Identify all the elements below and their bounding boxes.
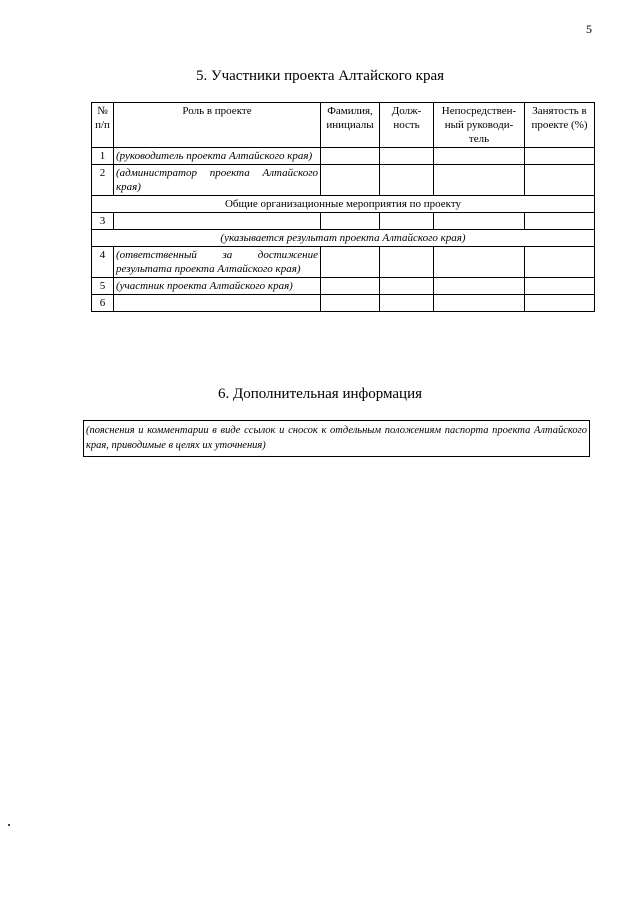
cell-employment	[525, 165, 595, 196]
table-header-row	[92, 103, 595, 148]
table-row	[92, 213, 595, 230]
cell-name	[321, 295, 380, 312]
table-row	[92, 148, 595, 165]
row-role	[114, 213, 321, 230]
table-row	[92, 295, 595, 312]
scan-mark	[8, 824, 10, 826]
row-role: (руководитель проекта Алтайского края)	[114, 148, 321, 165]
cell-name	[321, 165, 380, 196]
row-num: 4	[92, 247, 114, 278]
cell-employment	[525, 247, 595, 278]
cell-name	[321, 247, 380, 278]
row-num: 6	[92, 295, 114, 312]
cell-employment	[525, 295, 595, 312]
cell-name	[321, 278, 380, 295]
row-role: (участник проекта Алтайского края)	[114, 278, 321, 295]
header-name: Фамилия, инициалы	[321, 103, 380, 148]
cell-position	[380, 247, 434, 278]
cell-position	[380, 278, 434, 295]
header-employment: Занятость в проекте (%)	[525, 103, 595, 148]
row-num: 2	[92, 165, 114, 196]
header-num: № п/п	[92, 103, 114, 148]
page-number: 5	[586, 22, 592, 36]
header-position: Долж-ность	[380, 103, 434, 148]
row-role: (ответственный за достижение результата проекта Алтайского края)	[114, 247, 321, 278]
section-6-title: 6. Дополнительная информация	[217, 386, 423, 402]
header-manager: Непосредствен-ный руководи-тель	[434, 103, 525, 148]
table-row	[92, 247, 595, 278]
cell-employment	[525, 278, 595, 295]
header-role: Роль в проекте	[114, 103, 321, 148]
cell-employment	[525, 213, 595, 230]
cell-manager	[434, 213, 525, 230]
table-row	[92, 278, 595, 295]
cell-manager	[434, 295, 525, 312]
cell-position	[380, 295, 434, 312]
cell-employment	[525, 148, 595, 165]
row-num: 3	[92, 213, 114, 230]
cell-manager	[434, 148, 525, 165]
additional-info-box: (пояснения и комментарии в виде ссылок и сносок к отдельным положениям паспорта проекта Алтайского края, приводимые в целях их уточнения)	[83, 420, 590, 457]
cell-manager	[434, 278, 525, 295]
table-row	[92, 165, 595, 196]
row-num: 1	[92, 148, 114, 165]
row-role	[114, 295, 321, 312]
cell-position	[380, 148, 434, 165]
table-group-row	[92, 196, 595, 213]
row-role: (администратор проекта Алтайского края)	[114, 165, 321, 196]
cell-manager	[434, 165, 525, 196]
table-group-row	[92, 230, 595, 247]
group-heading: Общие организационные мероприятия по проекту	[92, 196, 595, 213]
cell-position	[380, 213, 434, 230]
cell-position	[380, 165, 434, 196]
row-num: 5	[92, 278, 114, 295]
participants-table	[91, 102, 595, 312]
cell-name	[321, 148, 380, 165]
cell-manager	[434, 247, 525, 278]
cell-name	[321, 213, 380, 230]
result-heading: (указывается результат проекта Алтайского края)	[92, 230, 595, 247]
section-5-title: 5. Участники проекта Алтайского края	[195, 68, 445, 84]
